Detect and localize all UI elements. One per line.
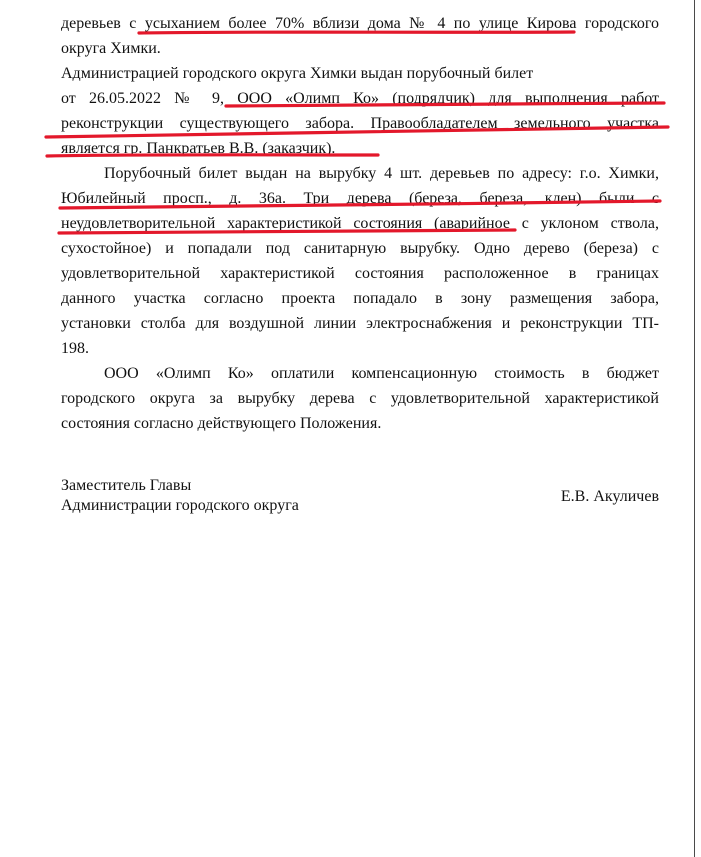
signature-title-line2: Администрации городского округа	[61, 497, 299, 514]
paragraph-line: данного участка согласно проекта попадало в зону размещения забора,	[61, 290, 659, 307]
paragraph-line: реконструкции существующего забора. Правообладателем земельного участка	[61, 115, 659, 132]
paragraph-line: сухостойное) и попадали под санитарную вырубку. Одно дерево (береза) с	[61, 240, 659, 257]
paragraph-line: установки столба для воздушной линии электроснабжения и реконструкции ТП-	[61, 315, 659, 332]
paragraph-line: Порубочный билет выдан на вырубку 4 шт. деревьев по адресу: г.о. Химки,	[104, 165, 659, 182]
signature-name: Е.В. Акуличев	[560, 488, 659, 505]
paragraph-line: городского округа за вырубку дерева с удовлетворительной характеристикой	[61, 390, 659, 407]
paragraph-line: является гр. Панкратьев В.В. (заказчик).	[61, 140, 336, 157]
paragraph-line: состояния согласно действующего Положения.	[61, 415, 382, 432]
paragraph-line: ООО «Олимп Ко» оплатили компенсационную стоимость в бюджет	[104, 365, 659, 382]
paragraph-line: 198.	[61, 340, 89, 357]
signature-title-line1: Заместитель Главы	[61, 477, 192, 494]
paragraph-line: округа Химки.	[61, 40, 161, 57]
paragraph-line: деревьев с усыханием более 70% вблизи дома № 4 по улице Кирова городского	[61, 15, 659, 32]
paragraph-line: Администрацией городского округа Химки выдан порубочный билет	[61, 65, 534, 82]
paragraph-line: неудовлетворительной характеристикой состояния (аварийное с уклоном ствола,	[61, 215, 659, 232]
paragraph-line: удовлетворительной характеристикой состояния расположенное в границах	[61, 265, 659, 282]
paragraph-line: Юбилейный просп., д. 36а. Три дерева (береза, береза, клен) были с	[61, 190, 659, 207]
paragraph-line: от 26.05.2022 № 9, ООО «Олимп Ко» (подрядчик) для выполнения работ	[61, 90, 659, 107]
page-edge	[694, 0, 695, 857]
